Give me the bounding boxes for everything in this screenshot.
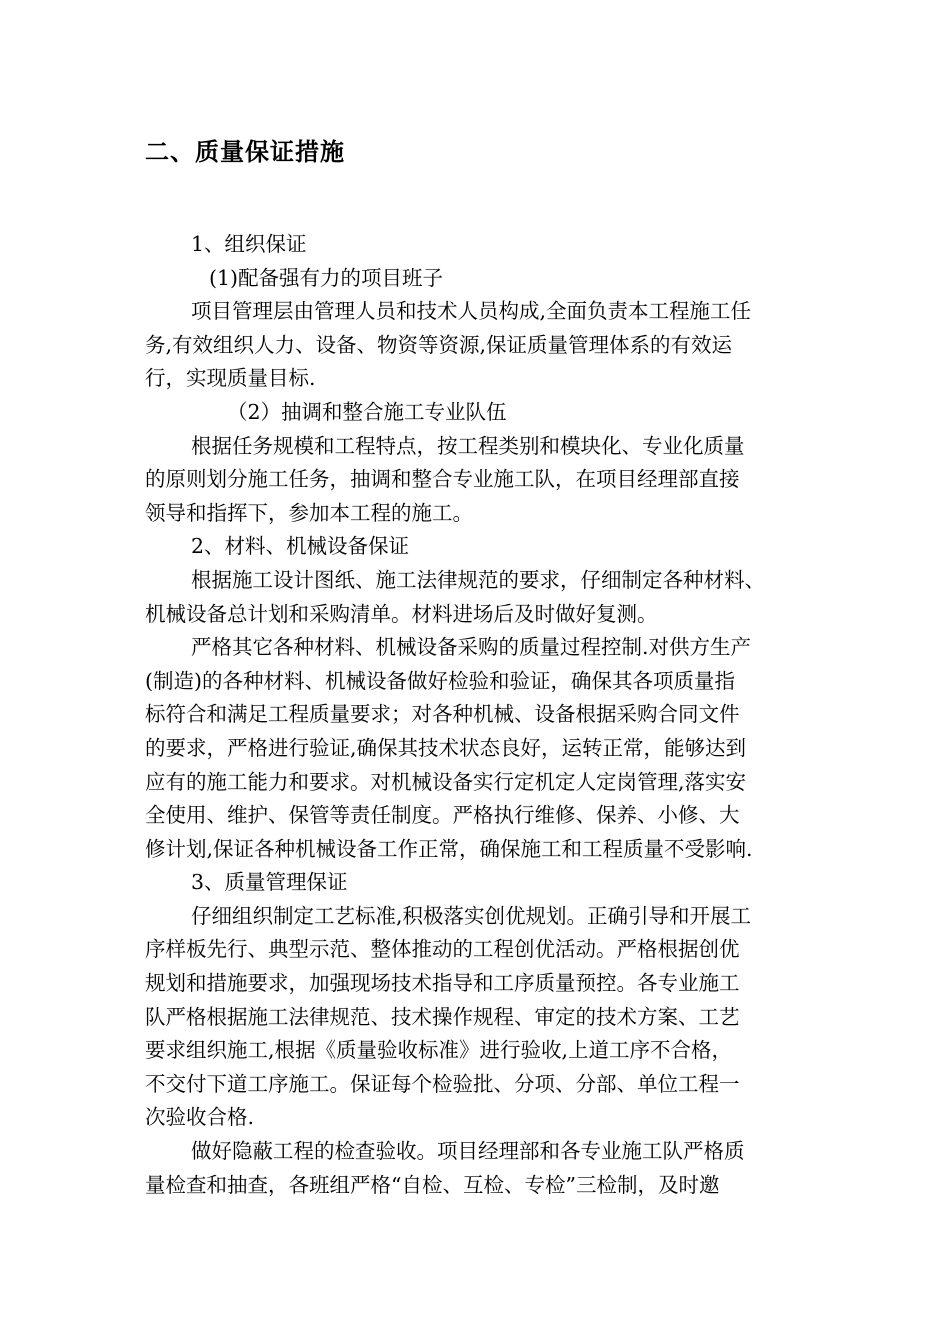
text-line: 3、质量管理保证 xyxy=(191,870,348,895)
text-line: 2、材料、机械设备保证 xyxy=(191,534,410,559)
text-line: 严格其它各种材料、机械设备采购的质量过程控制.对供方生产 xyxy=(191,635,752,660)
section-title: 二、质量保证措施 xyxy=(145,138,345,166)
document-body xyxy=(145,228,815,1202)
text-line: 根据任务规模和工程特点，按工程类别和模块化、专业化质量 xyxy=(191,433,745,458)
text-line: 1、组织保证 xyxy=(191,232,307,256)
text-line: 务,有效组织人力、设备、物资等资源,保证质量管理体系的有效运 xyxy=(145,332,733,357)
text-line: 队严格根据施工法律规范、技术操作规程、审定的技术方案、工艺 xyxy=(145,1004,740,1029)
text-line: 次验收合格. xyxy=(145,1105,255,1130)
text-line: 全使用、维护、保管等责任制度。严格执行维修、保养、小修、大 xyxy=(145,803,740,828)
text-line: 的原则划分施工任务，抽调和整合专业施工队，在项目经理部直接 xyxy=(145,467,740,492)
text-line: 序样板先行、典型示范、整体推动的工程创优活动。严格根据创优 xyxy=(145,937,740,962)
text-line: (制造)的各种材料、机械设备做好检验和验证，确保其各项质量指 xyxy=(145,668,735,693)
text-line: 的要求，严格进行验证,确保其技术状态良好，运转正常，能够达到 xyxy=(145,735,747,760)
text-line: 做好隐蔽工程的检查验收。项目经理部和各专业施工队严格质 xyxy=(191,1139,745,1164)
text-line: 项目管理层由管理人员和技术人员构成,全面负责本工程施工任 xyxy=(191,299,752,324)
text-line: 仔细组织制定工艺标准,积极落实创优规划。正确引导和开展工 xyxy=(191,903,752,928)
text-line: 规划和措施要求，加强现场技术指导和工序质量预控。各专业施工 xyxy=(145,971,740,996)
text-line: 领导和指挥下，参加本工程的施工。 xyxy=(145,500,473,525)
text-line: 量检查和抽查，各班组严格“自检、互检、专检”三检制，及时邀 xyxy=(145,1172,720,1197)
text-line: （2）抽调和整合施工专业队伍 xyxy=(227,399,507,424)
text-line: 根据施工设计图纸、施工法律规范的要求，仔细制定各种材料、 xyxy=(191,567,765,592)
text-line: 标符合和满足工程质量要求；对各种机械、设备根据采购合同文件 xyxy=(145,702,740,727)
text-line: 要求组织施工,根据《质量验收标准》进行验收,上道工序不合格， xyxy=(145,1038,733,1063)
text-line: 修计划,保证各种机械设备工作正常，确保施工和工程质量不受影响. xyxy=(145,836,753,861)
text-line: 行，实现质量目标. xyxy=(145,366,316,391)
text-line: 不交付下道工序施工。保证每个检验批、分项、分部、单位工程一 xyxy=(145,1071,740,1096)
text-line: (1)配备强有力的项目班子 xyxy=(209,265,444,290)
text-line: 应有的施工能力和要求。对机械设备实行定机定人定岗管理,落实安 xyxy=(145,769,747,794)
text-line: 机械设备总计划和采购清单。材料进场后及时做好复测。 xyxy=(145,601,658,626)
